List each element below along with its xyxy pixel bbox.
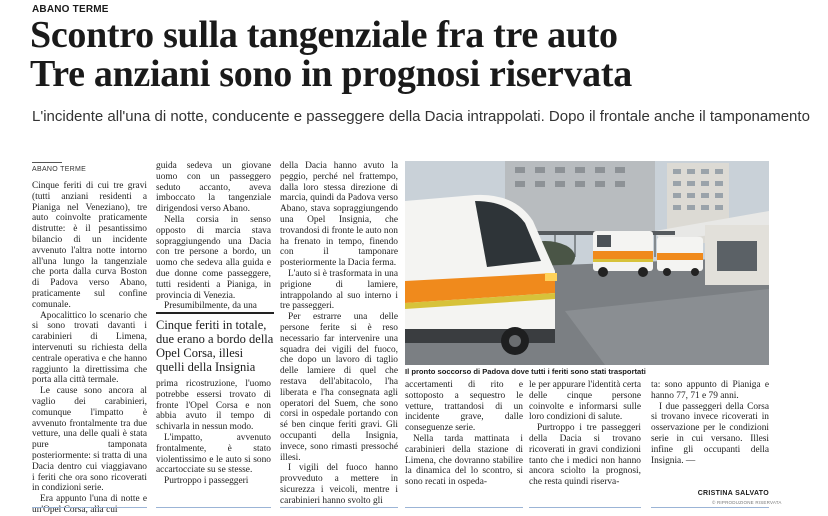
photo-caption: Il pronto soccorso di Padova dove tutti i feriti sono stati trasportati (405, 367, 646, 376)
article-column-5 (529, 380, 641, 509)
article-column-3 (280, 161, 398, 509)
paragraph: Presumibilmente, da una (164, 301, 257, 312)
bottom-rule (529, 507, 641, 508)
paragraph: Le cause sono ancora al vaglio dei carabinieri, comunque l'impatto è avvenuto frontalmente tra due vetture, una delle quali è stata pure tamponata posteriormente: si tratta di una Dacia dentro cui viaggiavano i feriti che ora sono ricoverati in condizioni serie. (32, 386, 147, 494)
paragraph: L'auto si è trasformata in una prigione di lamiere, intrappolando al suo interno i tre passeggeri. (280, 268, 398, 312)
paragraph: ta: sono appunto di Pianiga e hanno 77, 71 e 79 anni. (651, 380, 769, 401)
standfirst: L'incidente all'una di notte, conducente e passeggere della Dacia intrappolati. Dopo il frontale anche il tamponamento (32, 108, 810, 125)
paragraph: I vigili del fuoco hanno provveduto a mettere in sicurezza i veicoli, mentre i carabinieri hanno svolto gli (280, 463, 398, 506)
paragraph: Apocalittico lo scenario che si sono trovati davanti i carabinieri di Limena, intervenuti su richiesta della centrale operativa e che hanno raggiunto la direttissima che porta alla città termale. (32, 310, 147, 386)
paragraph: Purtroppo i tre passeggeri della Dacia si trovano ricoverati in gravi condizioni tanto che i medici non hanno ancora sciolto la prognosi, che resta quindi riserva- (529, 423, 641, 488)
article-column-1 (32, 181, 147, 515)
copyright-notice: © RIPRODUZIONE RISERVATA (712, 500, 782, 505)
paragraph: Nella tarda mattinata i carabinieri della stazione di Limena, che dovranno stabilire la dinamica del lo scontro, si sono recati in ospeda- (405, 433, 523, 488)
paragraph: Era appunto l'una di notte e un'Opel Corsa, alla cui (32, 494, 147, 515)
bottom-rule (32, 507, 147, 508)
paragraph: L'impatto, avvenuto frontalmente, è stato violentissimo e le auto si sono accartocciate su se stesse. (156, 432, 271, 476)
paragraph: Cinque feriti di cui tre gravi (tutti anziani residenti a Pianiga nel Veneziano), tre auto coinvolte praticamente distrutte: è il pesantissimo bilancio di un incidente avvenuto l'altra notte intorno all'una lungo la tangenziale che porta dalla curva Boston di Padova verso Abano, praticamente sul confine comunale. (32, 181, 147, 310)
paragraph: prima ricostruzione, l'uomo potrebbe essersi trovato di fronte l'Opel Corsa e non abbia avuto il tempo di schivarla in nessun modo. (156, 379, 271, 433)
headline-line-2: Tre anziani sono in prognosi riservata (30, 53, 632, 95)
headline (30, 16, 810, 94)
section-label: ABANO TERME (32, 166, 87, 173)
article-column-6 (651, 380, 769, 490)
bottom-rule (651, 507, 769, 508)
paragraph: guida sedeva un giovane uomo con un passeggero seduto accanto, aveva imboccato la tangenziale dirigendosi verso Abano. (156, 161, 271, 215)
paragraph: Per estrarre una delle persone ferite si è reso necessario far intervenire una squadra dei vigili del fuoco, che dopo un lavoro di taglio delle lamiere di quel che restava dell'abitacolo, l'ha liberata e l'ha consegnata agli operatori del Suem, che sono corsi in ospedale portando con sé ben cinque feriti gravi. Gli occupanti della Insignia, invece, sono rimasti pressoché illesi. (280, 312, 398, 463)
article-column-2 (156, 161, 271, 312)
news-photo (405, 161, 769, 365)
section-kicker: ABANO TERME (32, 4, 109, 15)
paragraph: della Dacia hanno avuto la peggio, perché nel frattempo, dalla loro stessa direzione di marcia, quindi da Padova verso Abano, stava sopraggiungendo una Opel Insignia, che trovandosi di fronte le auto non ha frenato in tempo, finendo con il tamponare posteriormente la Dacia ferma. (280, 161, 398, 269)
bottom-rule (156, 507, 271, 508)
paragraph: Purtroppo i passeggeri (164, 476, 249, 487)
bottom-rule (280, 507, 398, 508)
headline-line-1: Scontro sulla tangenziale fra tre auto (30, 14, 618, 56)
pull-quote: Cinque feriti in totale, due erano a bordo della Opel Corsa, illesi quelli della Insignia (156, 312, 274, 374)
author-signature: CRISTINA SALVATO (697, 490, 769, 497)
paragraph: accertamenti di rito e sottoposto a sequestro le vetture, trattandosi di un incidente grave, dalle conseguenze serie. (405, 380, 523, 434)
section-rule (32, 162, 62, 163)
bottom-rule (405, 507, 523, 508)
paragraph: le per appurare l'identità certa delle cinque persone coinvolte e informarsi sulle loro condizioni di salute. (529, 380, 641, 423)
paragraph: I due passeggeri della Corsa si trovano invece ricoverati in osservazione per le condizioni serie in cui versano. Illesi infine gli occupanti della Insignia. — (651, 401, 769, 466)
paragraph: Nella corsia in senso opposto di marcia stava sopraggiungendo una Dacia con tre persone a bordo, un uomo che sedeva alla guida e due donne come passeggere, tutti residenti a Pianiga, in provincia di Venezia. (156, 214, 271, 301)
article-column-4 (405, 380, 523, 509)
article-column-2-continued (156, 379, 271, 509)
